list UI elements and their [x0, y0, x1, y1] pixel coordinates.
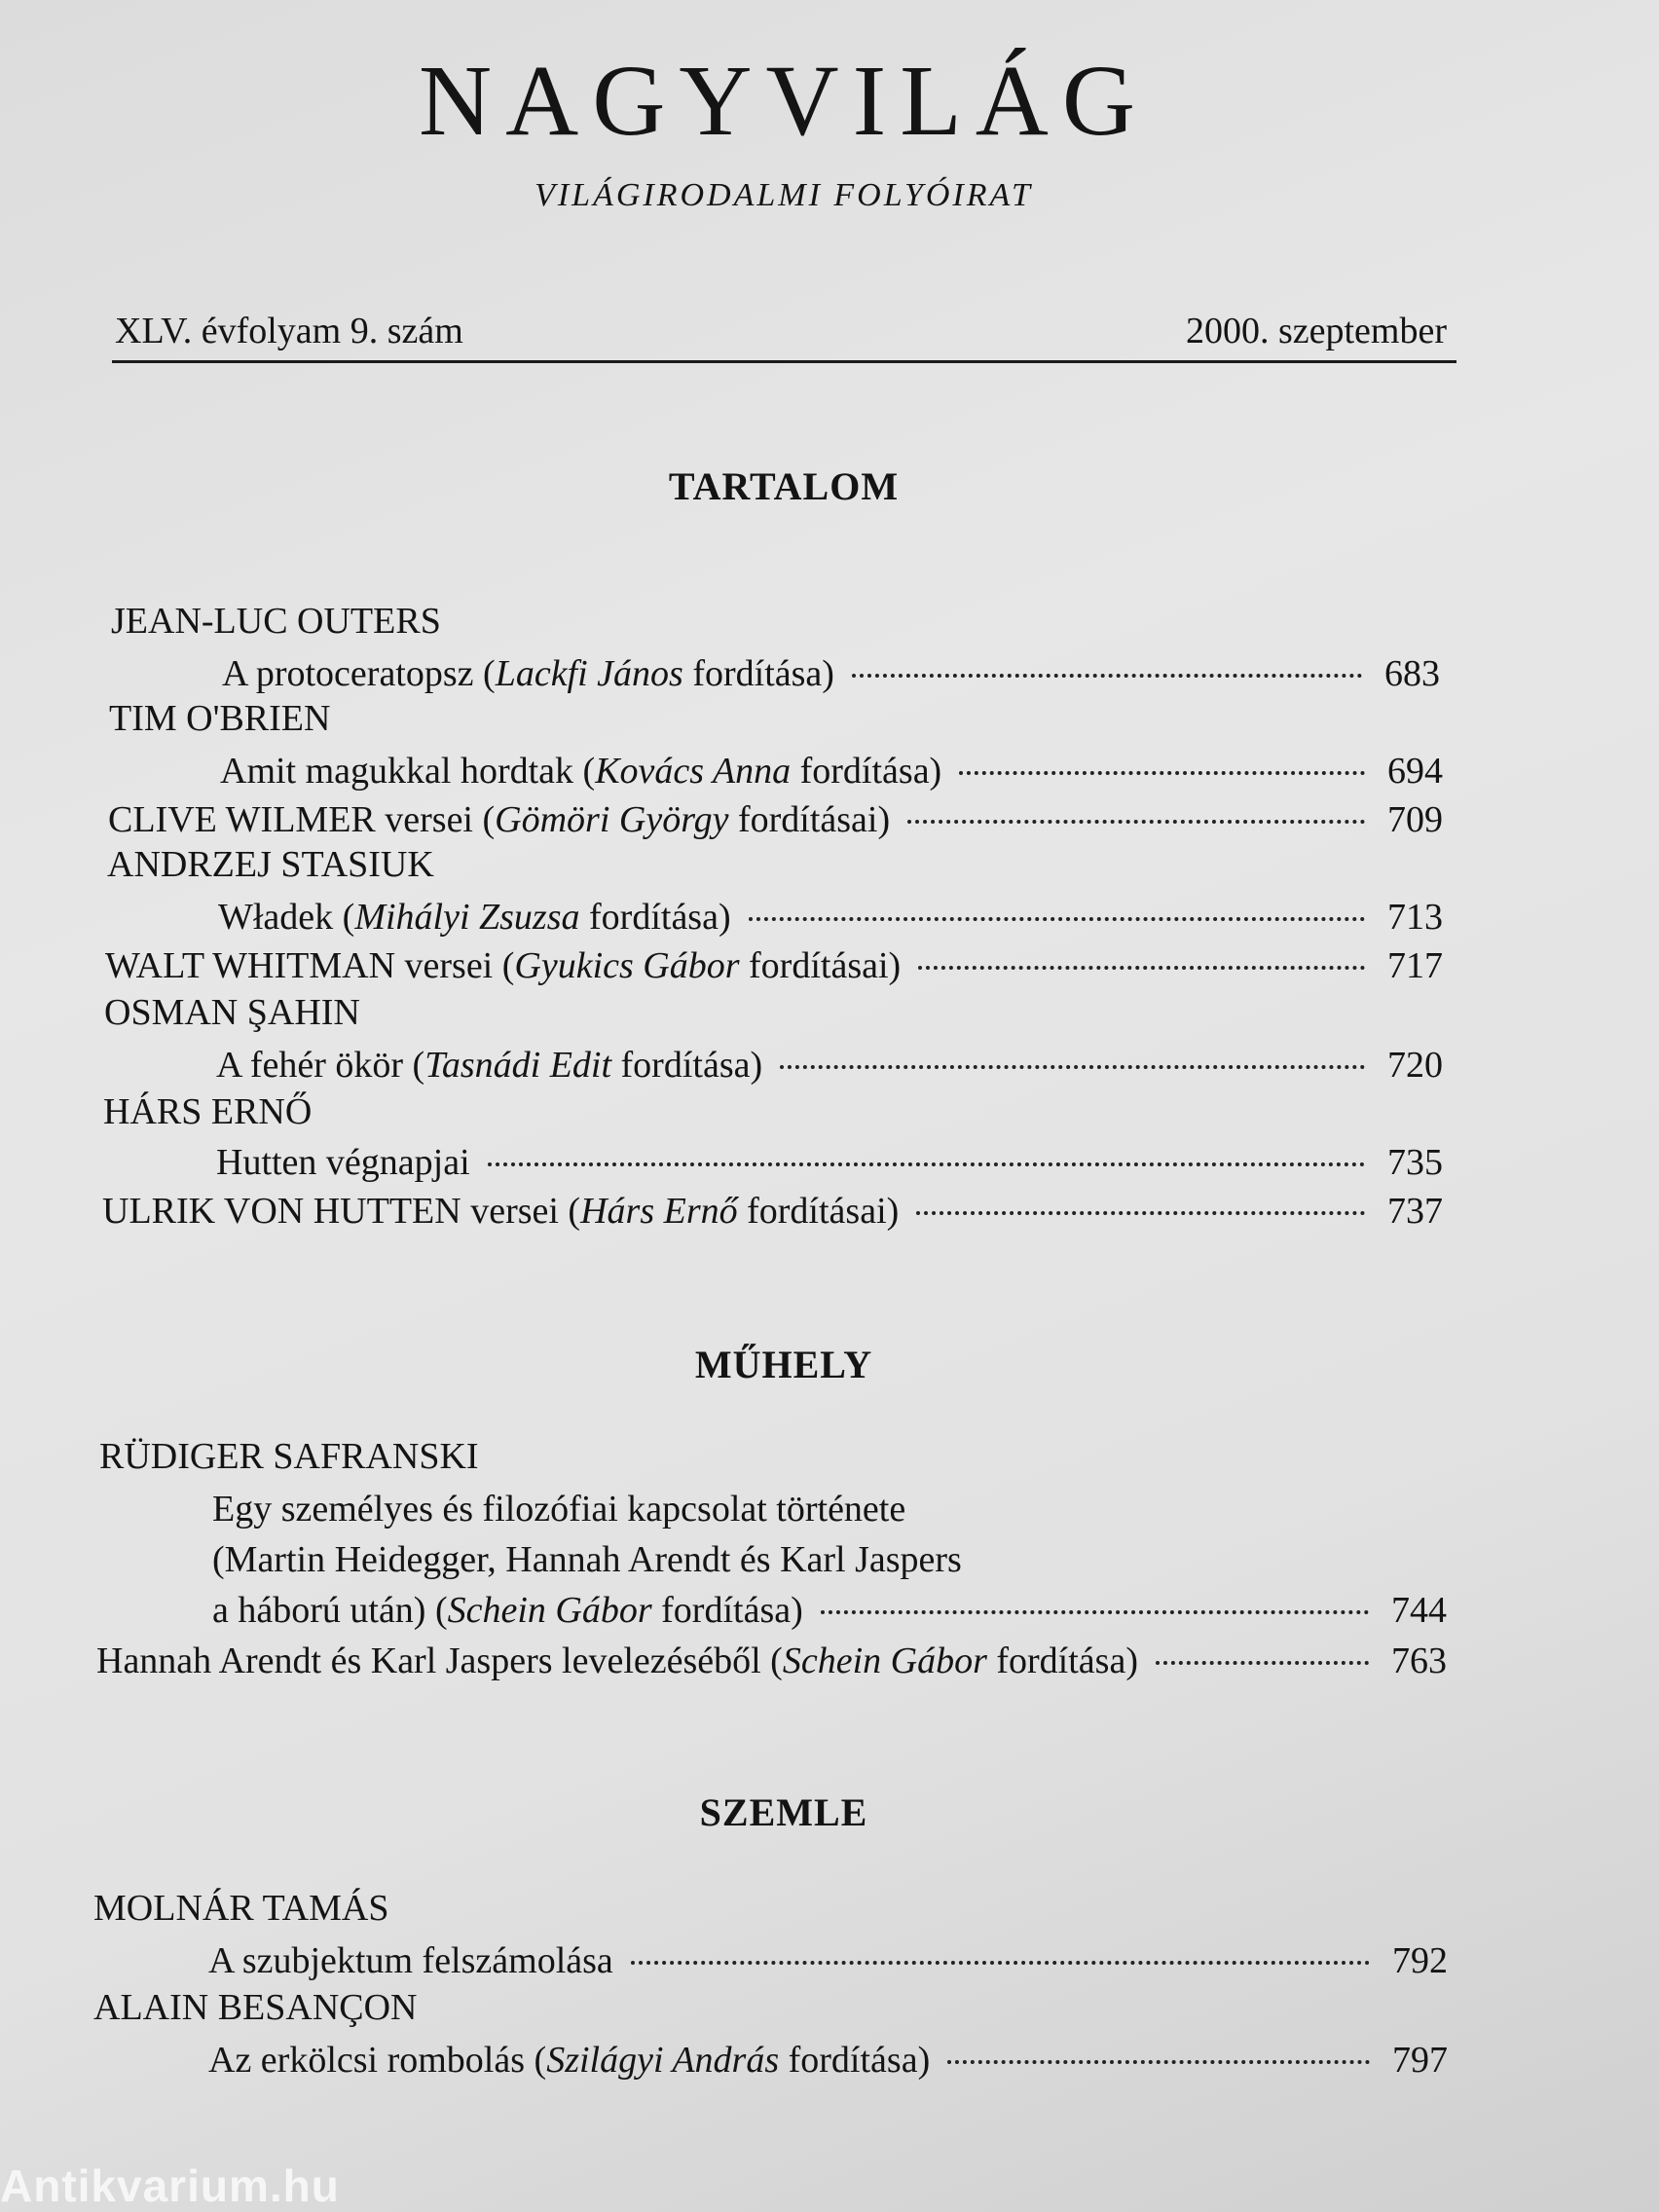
section-heading-muhely: MŰHELY: [694, 1343, 873, 1386]
page-number: 720: [1387, 1045, 1443, 1086]
toc-entry[interactable]: [216, 1046, 1443, 1087]
section-heading-szemle: SZEMLE: [699, 1790, 868, 1834]
dot-leader: [916, 1211, 1365, 1215]
page-number: 735: [1387, 1142, 1443, 1183]
toc-entry[interactable]: [108, 800, 1443, 841]
entry-title: a háború után) (Schein Gábor fordítása): [212, 1590, 803, 1631]
toc-entry[interactable]: [102, 1192, 1443, 1233]
entry-title-line: (Martin Heidegger, Hannah Arendt és Karl Jaspers: [212, 1539, 962, 1580]
toc-entry[interactable]: [222, 654, 1440, 695]
entry-title: A protoceratopsz (Lackfi János fordítása): [222, 653, 834, 694]
dot-leader: [918, 966, 1365, 970]
journal-subtitle: VILÁGIRODALMI FOLYÓIRAT: [535, 177, 1033, 213]
dot-leader: [947, 2060, 1370, 2064]
entry-title: Władek (Mihályi Zsuzsa fordítása): [218, 897, 731, 938]
page-number: 709: [1387, 799, 1443, 840]
entry-title: Az erkölcsi rombolás (Szilágyi András fordítása): [208, 2040, 931, 2081]
page-number: 683: [1384, 653, 1440, 694]
entry-title: A fehér ökör (Tasnádi Edit fordítása): [216, 1045, 763, 1086]
dot-leader: [631, 1961, 1370, 1965]
dot-leader: [959, 771, 1365, 775]
page-number: 797: [1392, 2040, 1448, 2081]
toc-entry[interactable]: [208, 2041, 1448, 2082]
page-number: 694: [1387, 751, 1443, 792]
toc-entry[interactable]: [216, 1143, 1443, 1184]
header-rule: [112, 360, 1456, 363]
toc-entry[interactable]: [218, 898, 1443, 939]
toc-author: JEAN-LUC OUTERS: [111, 601, 441, 642]
dot-leader: [488, 1162, 1365, 1166]
dot-leader: [780, 1065, 1365, 1069]
dot-leader: [852, 674, 1362, 678]
toc-author: RÜDIGER SAFRANSKI: [99, 1436, 479, 1477]
toc-author: MOLNÁR TAMÁS: [93, 1888, 389, 1929]
page-number: 713: [1387, 897, 1443, 938]
entry-title: WALT WHITMAN versei (Gyukics Gábor fordításai): [105, 945, 902, 986]
toc-entry[interactable]: [96, 1641, 1447, 1682]
page-number: 737: [1387, 1191, 1443, 1232]
entry-title: Hutten végnapjai: [216, 1142, 470, 1183]
page-number: 792: [1392, 1940, 1448, 1981]
page-number: 717: [1387, 945, 1443, 986]
dot-leader: [821, 1610, 1369, 1614]
toc-entry[interactable]: [212, 1591, 1447, 1632]
toc-entry[interactable]: [220, 752, 1443, 793]
dot-leader: [1156, 1661, 1369, 1665]
toc-author: HÁRS ERNŐ: [103, 1091, 313, 1132]
toc-author: ALAIN BESANÇON: [93, 1987, 418, 2028]
toc-author: ANDRZEJ STASIUK: [107, 844, 434, 885]
toc-author: TIM O'BRIEN: [109, 698, 331, 739]
toc-author: OSMAN ŞAHIN: [104, 992, 360, 1033]
watermark: Antikvarium.hu: [0, 2160, 340, 2211]
entry-title: CLIVE WILMER versei (Gömöri György fordításai): [108, 799, 891, 840]
toc-entry[interactable]: [208, 1941, 1448, 1982]
toc-entry[interactable]: [105, 946, 1443, 987]
dot-leader: [907, 820, 1365, 824]
page-number: 763: [1391, 1641, 1447, 1681]
issue-date: 2000. szeptember: [1185, 311, 1447, 351]
page-number: 744: [1391, 1590, 1447, 1631]
entry-title: Amit magukkal hordtak (Kovács Anna fordítása): [220, 751, 942, 792]
entry-title: Hannah Arendt és Karl Jaspers levelezéséből (Schein Gábor fordítása): [96, 1641, 1138, 1681]
entry-title-line: Egy személyes és filozófiai kapcsolat története: [212, 1489, 906, 1530]
section-heading-tartalom: TARTALOM: [668, 464, 900, 508]
entry-title: ULRIK VON HUTTEN versei (Hárs Ernő fordításai): [102, 1191, 900, 1232]
entry-title: A szubjektum felszámolása: [208, 1940, 613, 1981]
dot-leader: [749, 917, 1365, 921]
journal-title: NAGYVILÁG: [419, 45, 1149, 157]
issue-number: XLV. évfolyam 9. szám: [115, 311, 463, 351]
